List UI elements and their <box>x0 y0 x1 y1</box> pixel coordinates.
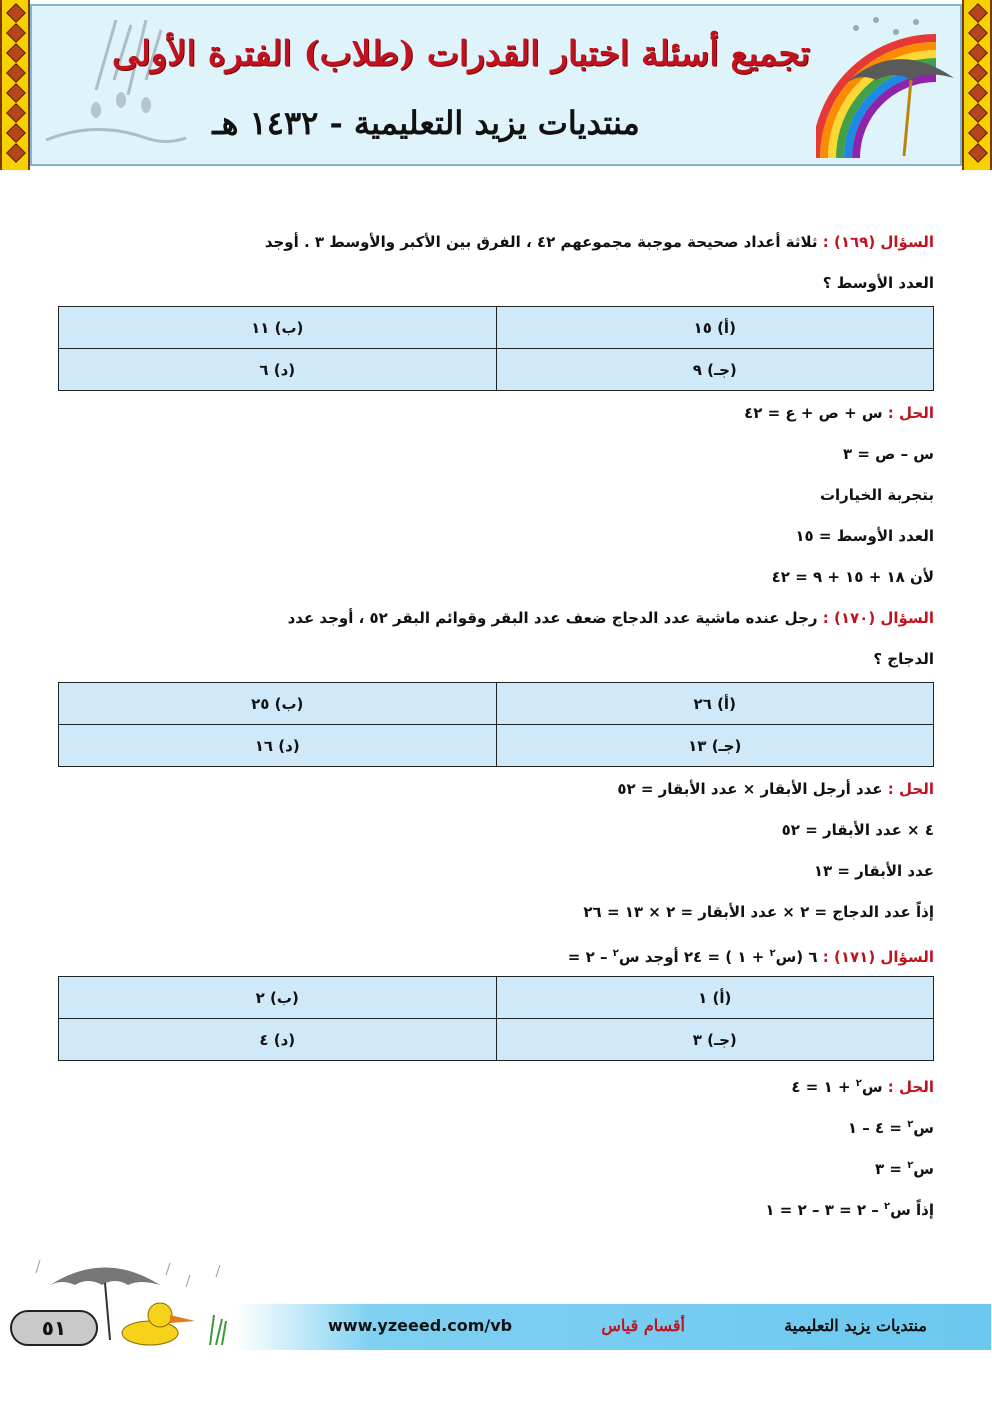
solution-line: العدد الأوسط = ١٥ <box>795 527 934 545</box>
solution-line <box>58 393 934 434</box>
footer-bar <box>236 1304 991 1350</box>
question-label: السؤال (١٧٠) : <box>822 609 934 627</box>
question-171 <box>58 933 934 974</box>
question-label: السؤال (١٦٩) : <box>822 233 934 251</box>
question-text-cont: الدجاج ؟ <box>873 650 934 668</box>
option-c: (جـ) ١٣ <box>496 725 934 767</box>
solution-text: س + ص + ع = ٤٢ <box>744 404 883 422</box>
question-text-cont: العدد الأوسط ؟ <box>822 274 934 292</box>
solution-text: س$^٢$ + ١ = ٤ <box>791 1078 883 1096</box>
solution-line: س$^٢$ = ٣ <box>875 1160 934 1178</box>
option-c: (جـ) ٩ <box>496 349 934 391</box>
solution-label: الحل : <box>887 780 934 798</box>
header-banner <box>0 0 992 170</box>
solution-line: ٤ × عدد الأبقار = ٥٢ <box>781 821 934 839</box>
option-a: (أ) ١٥ <box>496 307 934 349</box>
rainbow-umbrella-icon <box>816 8 956 158</box>
banner-title: تجميع أسئلة اختبار القدرات (طلاب) الفترة الأولى <box>112 34 810 74</box>
question-text: ٦ (س$^٢$ + ١ ) = ٢٤ أوجد س$^٢$ – ٢ = <box>567 948 818 966</box>
page-number: ٥١ <box>10 1310 98 1346</box>
solution-line: س – ص = ٣ <box>843 445 934 463</box>
solution-line: لأن ١٨ + ١٥ + ٩ = ٤٢ <box>771 568 934 586</box>
options-table-171 <box>58 976 934 1061</box>
option-d: (د) ١٦ <box>59 725 497 767</box>
options-table-169 <box>58 306 934 391</box>
solution-line: إذاً عدد الدجاج = ٢ × عدد الأبقار = ٢ × ١٣ = ٢٦ <box>583 903 934 921</box>
solution-line: عدد الأبقار = ١٣ <box>813 862 934 880</box>
option-b: (ب) ٢ <box>59 977 497 1019</box>
solution-line: إذاً س$^٢$ – ٢ = ٣ – ٢ = ١ <box>765 1201 934 1219</box>
option-b: (ب) ٢٥ <box>59 683 497 725</box>
solution-text: عدد أرجل الأبقار × عدد الأبقار = ٥٢ <box>617 780 883 798</box>
question-text: ثلاثة أعداد صحيحة موجبة مجموعهم ٤٢ ، الفرق بين الأكبر والأوسط ٣ . أوجد <box>264 233 818 251</box>
banner-subtitle: منتديات يزيد التعليمية - ١٤٣٢ هـ <box>212 104 640 142</box>
solution-label: الحل : <box>887 1078 934 1096</box>
solution-line <box>58 769 934 810</box>
footer-forum-name: منتديات يزيد التعليمية <box>784 1316 927 1335</box>
option-a: (أ) ٢٦ <box>496 683 934 725</box>
footer-section: أقسام قياس <box>601 1316 685 1335</box>
option-b: (ب) ١١ <box>59 307 497 349</box>
decorative-border-left <box>0 0 30 170</box>
solution-label: الحل : <box>887 404 934 422</box>
solution-line: س$^٢$ = ٤ – ١ <box>847 1119 934 1137</box>
question-label: السؤال (١٧١) : <box>822 948 934 966</box>
option-d: (د) ٤ <box>59 1019 497 1061</box>
footer-url[interactable]: www.yzeeed.com/vb <box>328 1316 513 1335</box>
option-a: (أ) ١ <box>496 977 934 1019</box>
page-content <box>58 222 934 1227</box>
question-169 <box>58 222 934 263</box>
solution-line <box>58 1063 934 1104</box>
solution-line: بتجربة الخيارات <box>819 486 934 504</box>
options-table-170 <box>58 682 934 767</box>
option-c: (جـ) ٣ <box>496 1019 934 1061</box>
option-d: (د) ٦ <box>59 349 497 391</box>
question-text: رجل عنده ماشية عدد الدجاج ضعف عدد البقر وقوائم البقر ٥٢ ، أوجد عدد <box>287 609 818 627</box>
decorative-border-right <box>962 0 992 170</box>
question-170 <box>58 598 934 639</box>
